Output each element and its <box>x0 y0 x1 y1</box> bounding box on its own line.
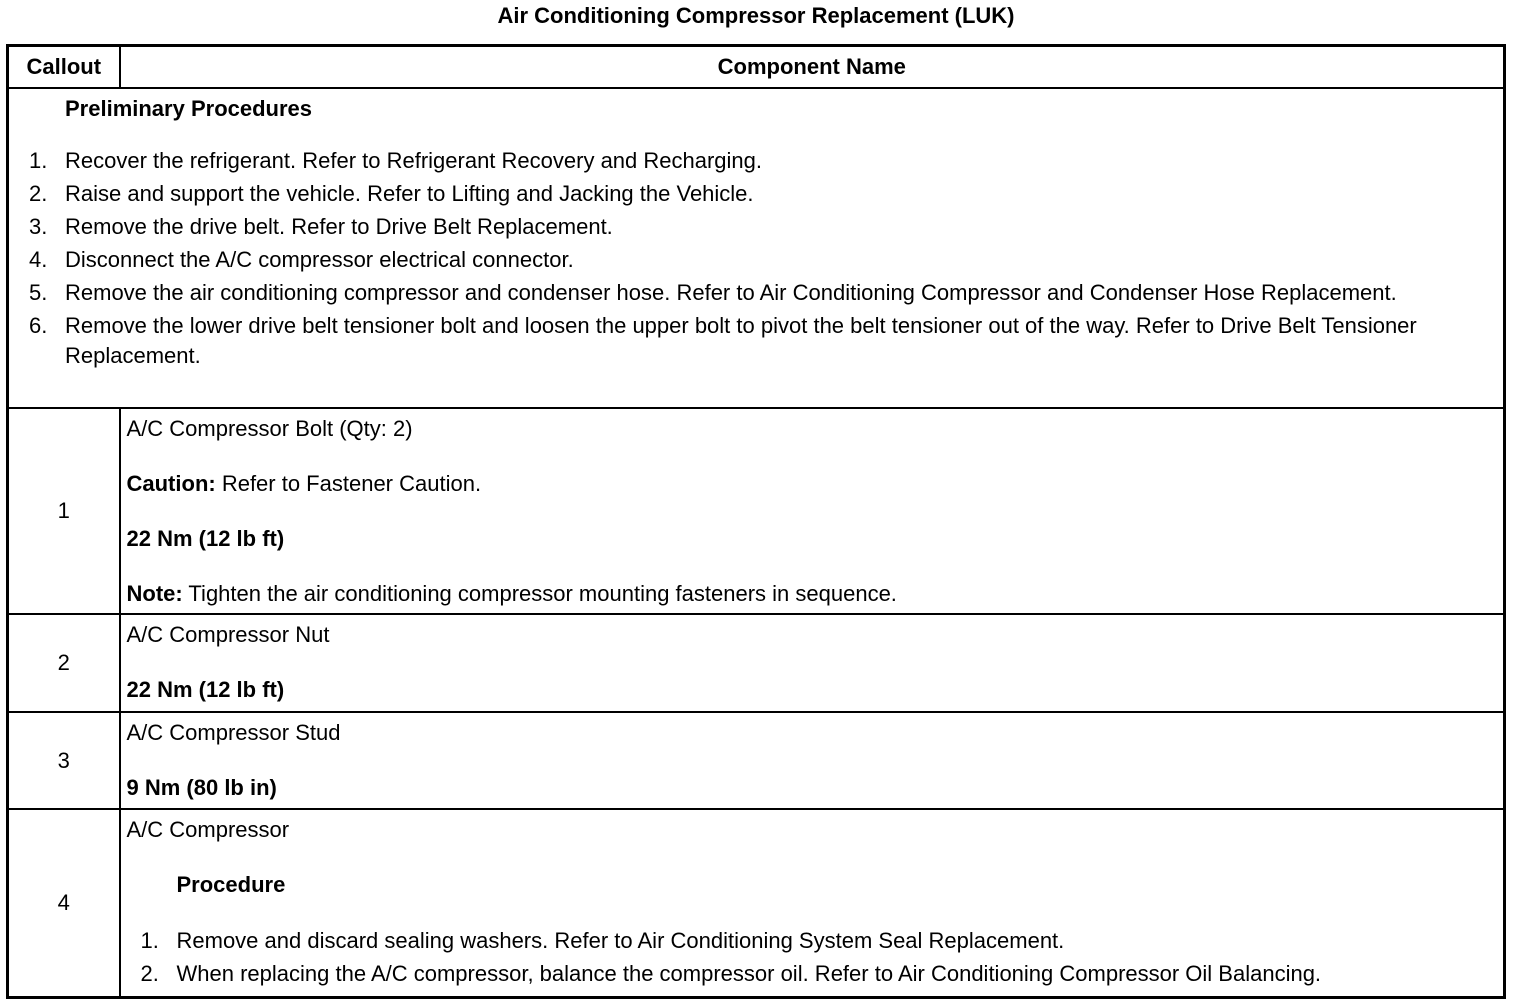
callout-header: Callout <box>8 46 120 89</box>
table-row <box>8 408 1505 614</box>
component-cell <box>120 408 1505 614</box>
procedure-steps <box>127 926 1498 989</box>
step-text: Remove the air conditioning compressor and condenser hose. Refer to Air Conditioning Compressor and Condenser Hose Replacement. <box>65 280 1397 305</box>
preliminary-heading: Preliminary Procedures <box>65 96 313 121</box>
preliminary-cell <box>8 88 1505 408</box>
table-row <box>8 712 1505 809</box>
list-item <box>29 146 1497 176</box>
step-number: 1. <box>29 148 48 173</box>
component-cell <box>120 712 1505 809</box>
list-item <box>140 959 1498 989</box>
note-text: Tighten the air conditioning compressor mounting fasteners in sequence. <box>182 581 897 606</box>
step-number: 6. <box>29 313 48 338</box>
step-number: 2. <box>140 961 159 986</box>
step-number: 1. <box>140 928 159 953</box>
note-label: Note: <box>126 581 183 606</box>
step-text: When replacing the A/C compressor, balance the compressor oil. Refer to Air Conditioning Compressor Oil Balancing. <box>176 961 1322 986</box>
note-line <box>127 580 1498 607</box>
component-name: A/C Compressor Nut <box>126 622 330 647</box>
step-number: 4. <box>29 247 48 272</box>
callout-number: 4 <box>8 809 120 998</box>
step-number: 3. <box>29 214 48 239</box>
preliminary-row <box>8 88 1505 408</box>
callout-number: 2 <box>8 614 120 712</box>
torque-spec: 9 Nm (80 lb in) <box>126 775 277 800</box>
procedure-table <box>6 44 1506 999</box>
list-item <box>29 311 1497 371</box>
table-row <box>8 614 1505 712</box>
step-text: Recover the refrigerant. Refer to Refrigerant Recovery and Recharging. <box>65 148 763 173</box>
list-item <box>29 179 1497 209</box>
step-number: 5. <box>29 280 48 305</box>
component-name: A/C Compressor Stud <box>126 720 341 745</box>
step-text: Remove the lower drive belt tensioner bolt and loosen the upper bolt to pivot the belt tensioner out of the way. Refer to Drive Belt Tensioner Replacement. <box>65 313 1417 368</box>
list-item <box>140 926 1498 956</box>
component-name: A/C Compressor Bolt (Qty: 2) <box>126 416 413 441</box>
list-item <box>29 278 1497 308</box>
list-item <box>29 212 1497 242</box>
step-text: Raise and support the vehicle. Refer to Lifting and Jacking the Vehicle. <box>65 181 754 206</box>
list-item <box>29 245 1497 275</box>
page-title: Air Conditioning Compressor Replacement (LUK) <box>497 3 1015 28</box>
torque-spec: 22 Nm (12 lb ft) <box>126 677 285 702</box>
step-text: Remove the drive belt. Refer to Drive Belt Replacement. <box>65 214 613 239</box>
component-name: A/C Compressor <box>126 817 290 842</box>
caution-text: Refer to Fastener Caution. <box>215 471 482 496</box>
step-text: Remove and discard sealing washers. Refer to Air Conditioning System Seal Replacement. <box>176 928 1065 953</box>
component-cell <box>120 809 1505 998</box>
step-number: 2. <box>29 181 48 206</box>
preliminary-steps <box>15 146 1497 371</box>
torque-spec: 22 Nm (12 lb ft) <box>126 526 285 551</box>
component-cell <box>120 614 1505 712</box>
table-row <box>8 809 1505 998</box>
header-row <box>8 46 1505 89</box>
procedure-heading: Procedure <box>176 872 286 897</box>
callout-number: 1 <box>8 408 120 614</box>
caution-label: Caution: <box>126 471 216 496</box>
callout-number: 3 <box>8 712 120 809</box>
caution-line <box>127 470 1498 497</box>
step-text: Disconnect the A/C compressor electrical connector. <box>65 247 574 272</box>
component-name-header: Component Name <box>120 46 1505 89</box>
